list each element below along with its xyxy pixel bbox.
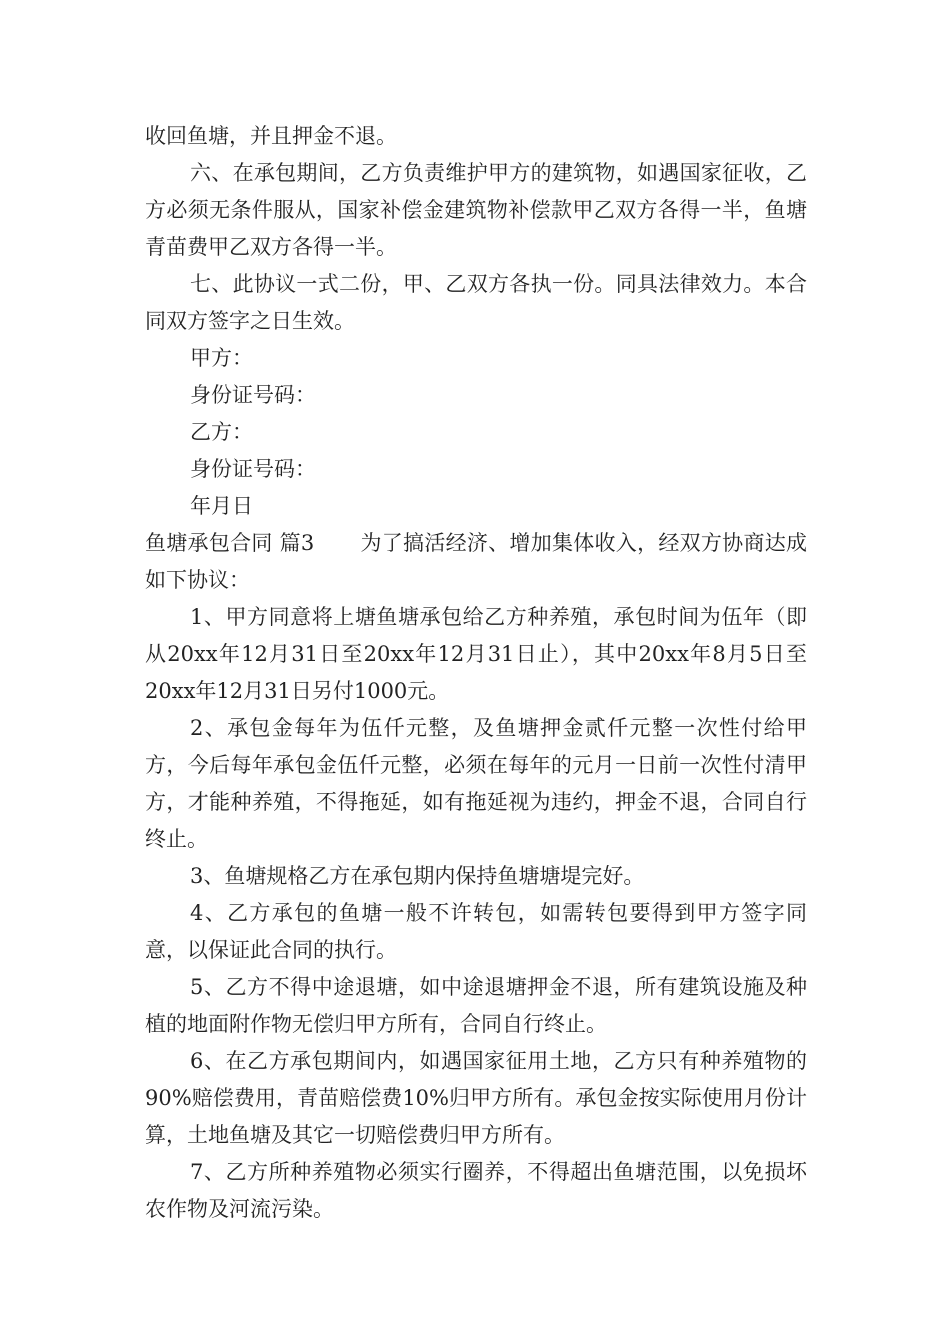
clause-1: 1、甲方同意将上塘鱼塘承包给乙方种养殖，承包时间为伍年（即从20xx年12月31日至20xx年12月31日止），其中20xx年8月5日至20xx年12月31日另付1000元。 — [145, 605, 807, 703]
paragraph-clause-seven: 七、此协议一式二份，甲、乙双方各执一份。同具法律效力。本合同双方签字之日生效。 — [145, 272, 807, 333]
signature-party-a: 甲方： — [190, 346, 253, 370]
clause-7: 7、乙方所种养殖物必须实行圈养，不得超出鱼塘范围，以免损坏农作物及河流污染。 — [145, 1160, 807, 1221]
signature-id-a: 身份证号码： — [190, 383, 316, 407]
signature-id-b: 身份证号码： — [190, 457, 316, 481]
section-intro: 为了搞活经济、增加集体收入，经双方协商达成如下协议： — [145, 531, 807, 592]
clause-3: 3、鱼塘规格乙方在承包期内保持鱼塘塘堤完好。 — [190, 864, 645, 888]
paragraph-continuation: 收回鱼塘，并且押金不退。 — [145, 124, 397, 148]
clause-6: 6、在乙方承包期间内，如遇国家征用土地，乙方只有种养殖物的90%赔偿费用，青苗赔偿费10%归甲方所有。承包金按实际使用月份计算，土地鱼塘及其它一切赔偿费归甲方所有。 — [145, 1049, 807, 1147]
clause-4: 4、乙方承包的鱼塘一般不许转包，如需转包要得到甲方签字同意，以保证此合同的执行。 — [145, 901, 807, 962]
clause-2: 2、承包金每年为伍仟元整，及鱼塘押金贰仟元整一次性付给甲方，今后每年承包金伍仟元整，必须在每年的元月一日前一次性付清甲方，才能种养殖，不得拖延，如有拖延视为违约，押金不退，合同自行终止。 — [145, 716, 807, 851]
paragraph-clause-six: 六、在承包期间，乙方负责维护甲方的建筑物，如遇国家征收，乙方必须无条件服从，国家补偿金建筑物补偿款甲乙双方各得一半，鱼塘青苗费甲乙双方各得一半。 — [145, 161, 807, 259]
signature-date: 年月日 — [190, 494, 253, 518]
section-paragraph — [145, 525, 807, 599]
section-heading: 鱼塘承包合同 篇3 — [145, 531, 315, 555]
signature-party-b: 乙方： — [190, 420, 253, 444]
clause-5: 5、乙方不得中途退塘，如中途退塘押金不退，所有建筑设施及种植的地面附作物无偿归甲方所有，合同自行终止。 — [145, 975, 807, 1036]
document-body — [145, 118, 807, 1228]
